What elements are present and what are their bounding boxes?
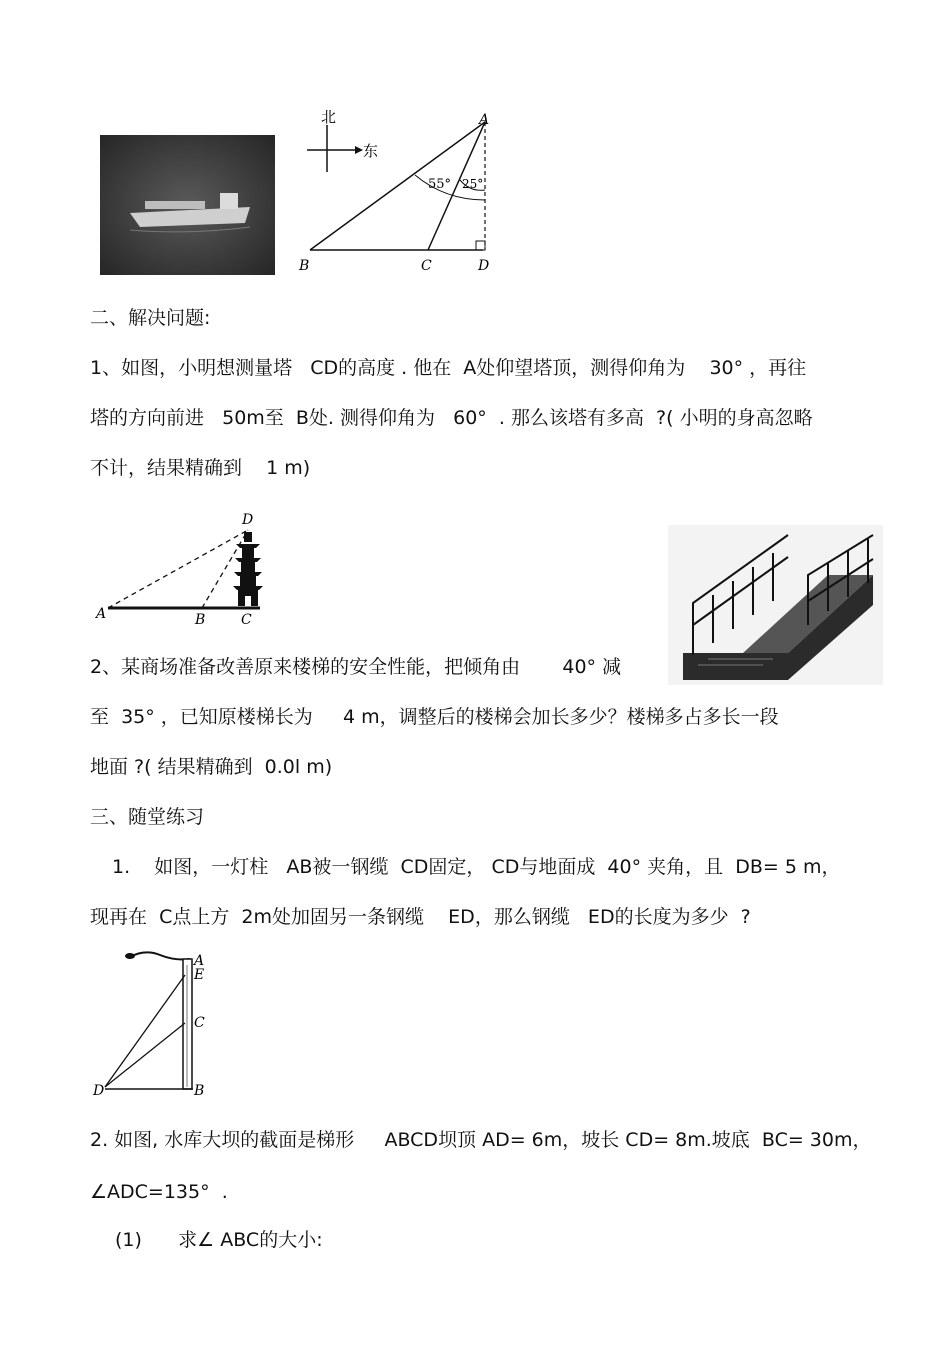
- tower-point-D: D: [242, 512, 254, 528]
- east-label: 东: [363, 142, 379, 160]
- q1-line1: 1、如图，小明想测量塔 CD的高度 . 他在 A处仰望塔顶，测得仰角为 30° ，再往: [90, 357, 807, 379]
- tower-point-C: C: [241, 612, 252, 628]
- pole-point-A: A: [194, 953, 205, 969]
- angle-55-label: 55°: [428, 177, 452, 192]
- point-A: A: [479, 112, 490, 128]
- pole-point-D: D: [93, 1083, 105, 1099]
- angle-25-label: 25°: [462, 177, 484, 191]
- pole-point-E: E: [194, 967, 205, 983]
- point-D: D: [478, 258, 490, 274]
- north-label: 北: [321, 108, 337, 126]
- q2-line2: 至 35° ，已知原楼梯长为 4 m，调整后的楼梯会加长多少？楼梯多占多长一段: [90, 706, 779, 728]
- tower-diagram: [90, 510, 290, 630]
- q2-line3: 地面 ?( 结果精确到 0.0l m): [90, 756, 333, 778]
- p2-line2: ∠ADC=135° .: [90, 1181, 228, 1203]
- point-C: C: [421, 258, 432, 274]
- tower-point-A: A: [96, 606, 107, 622]
- p1-line2: 现再在 C点上方 2m处加固另一条钢缆 ED，那么钢缆 ED的长度为多少 ?: [90, 906, 751, 928]
- staircase-photo: [668, 525, 883, 685]
- q2-line1: 2、某商场准备改善原来楼梯的安全性能，把倾角由 40° 减: [90, 656, 622, 678]
- p2-sub1: (1) 求∠ ABC的大小:: [115, 1229, 323, 1251]
- section3-heading: 三、随堂练习: [90, 806, 205, 828]
- point-B: B: [299, 258, 310, 274]
- pole-point-B: B: [194, 1083, 205, 1099]
- q1-line2: 塔的方向前进 50m至 B处. 测得仰角为 60° . 那么该塔有多高 ?( 小明的身高忽略: [90, 407, 813, 429]
- ship-photo: [100, 135, 275, 275]
- light-pole-diagram: [90, 945, 220, 1105]
- navigation-diagram: [295, 100, 510, 280]
- section2-heading: 二、解决问题:: [90, 307, 211, 329]
- tower-point-B: B: [195, 612, 206, 628]
- pagoda-icon: [233, 532, 263, 606]
- ship-photo-graphic: [100, 135, 275, 275]
- p2-line1: 2. 如图, 水库大坝的截面是梯形 ABCD坝顶 AD= 6m，坡长 CD= 8m.坡底 BC= 30m，: [90, 1129, 872, 1151]
- q1-line3: 不计，结果精确到 1 m): [90, 457, 311, 479]
- p1-line1: 1. 如图，一灯柱 AB被一钢缆 CD固定， CD与地面成 40° 夹角，且 DB= 5 m，: [112, 856, 841, 878]
- pole-point-C: C: [194, 1015, 205, 1031]
